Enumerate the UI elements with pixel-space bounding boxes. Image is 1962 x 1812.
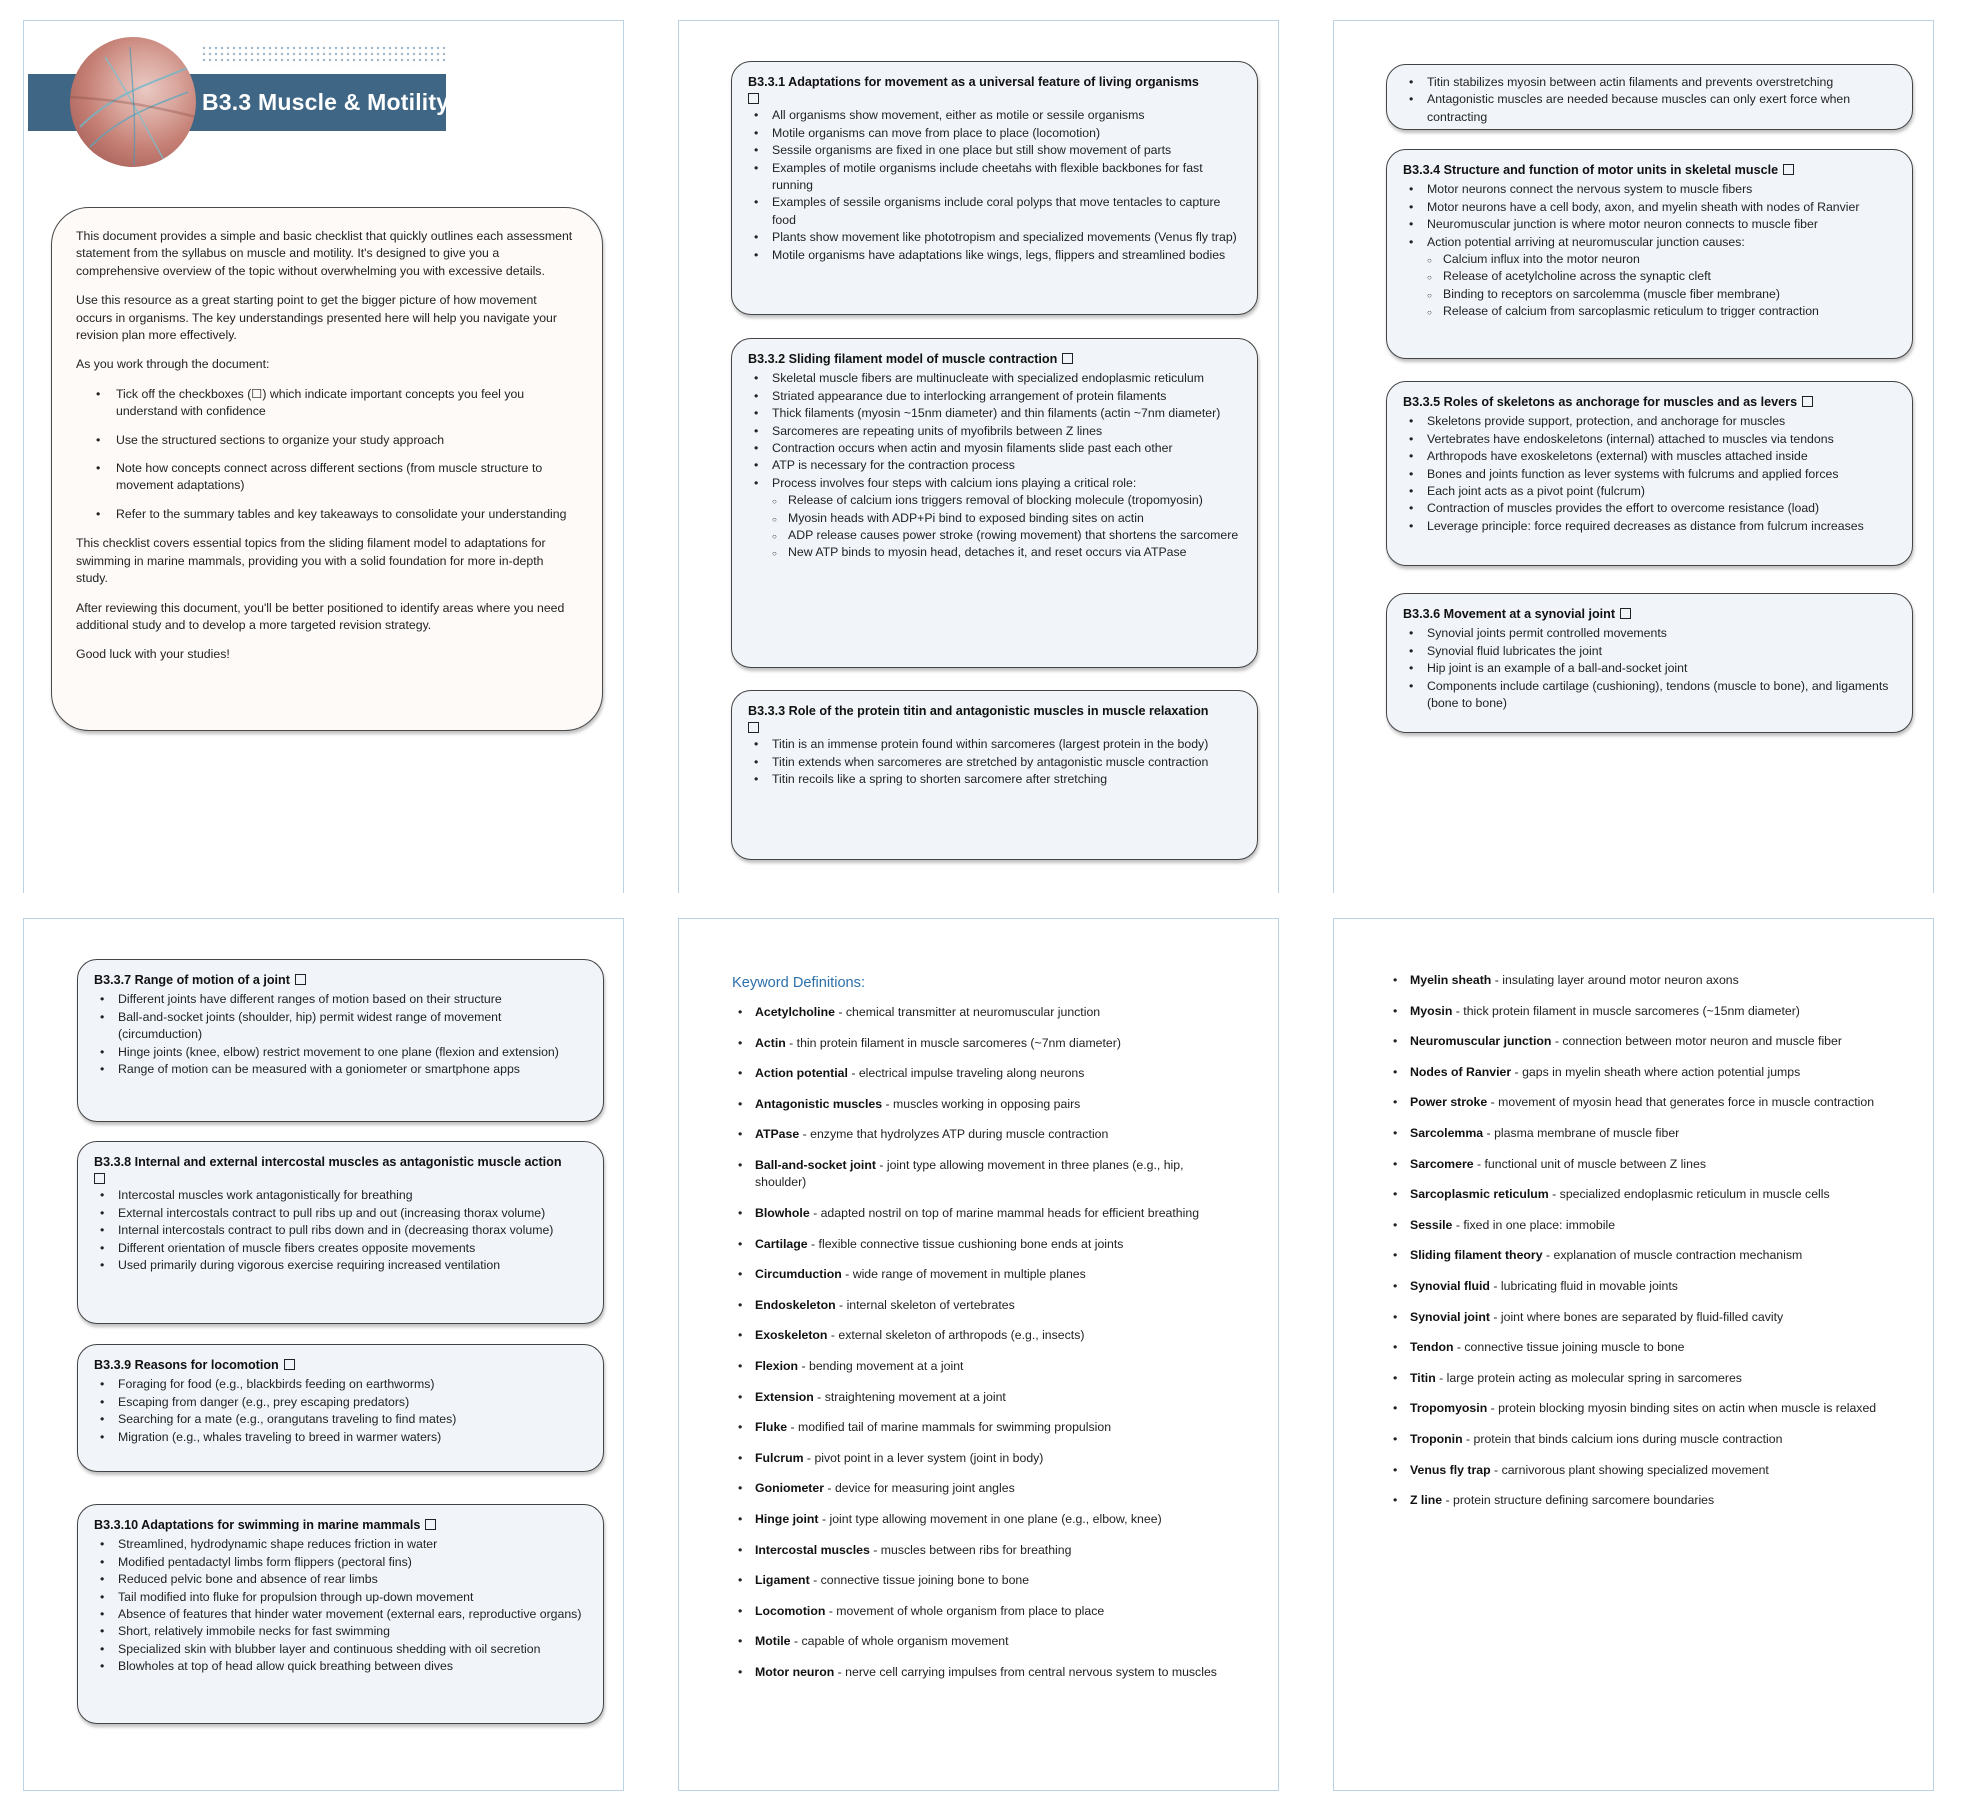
section-sublist <box>764 492 1241 562</box>
sub-list-item: ○ Myosin heads with ADP+Pi bind to exposed binding sites on actin <box>764 510 1241 527</box>
list-item: • Streamlined, hydrodynamic shape reduces friction in water <box>94 1536 587 1553</box>
keyword-list <box>731 1004 1231 1694</box>
keyword-definition: - wide range of movement in multiple planes <box>841 1267 1086 1282</box>
list-item: • Used primarily during vigorous exercise requiring increased ventilation <box>94 1257 587 1274</box>
list-item: • Skeletons provide support, protection, and anchorage for muscles <box>1403 413 1896 430</box>
list-item: • Contraction of muscles provides the effort to overcome resistance (load) <box>1403 500 1896 517</box>
page-2 <box>678 20 1279 893</box>
checkbox[interactable] <box>748 93 759 104</box>
list-item: • Skeletal muscle fibers are multinucleate with specialized endoplasmic reticulum <box>748 370 1241 387</box>
keyword-definition: - carnivorous plant showing specialized movement <box>1490 1462 1769 1477</box>
list-item: • External intercostals contract to pull ribs up and out (increasing thorax volume) <box>94 1205 587 1222</box>
intro-paragraph: This checklist covers essential topics from the sliding filament model to adaptations for swimming in marine mammals, providing you with a solid foundation for more in-depth study. <box>76 536 546 586</box>
keyword-definition: - flexible connective tissue cushioning bone ends at joints <box>807 1236 1124 1251</box>
sub-list-item: ○ Release of acetylcholine across the synaptic cleft <box>1419 268 1896 285</box>
keyword-definitions-heading: Keyword Definitions: <box>732 975 866 991</box>
section-card-b333-continued <box>1386 64 1913 130</box>
list-item: • Bones and joints function as lever systems with fulcrums and applied forces <box>1403 466 1896 483</box>
section-card-b337 <box>77 959 604 1122</box>
keyword-definition: - thin protein filament in muscle sarcomeres (~7nm diameter) <box>785 1035 1121 1050</box>
list-item: • Vertebrates have endoskeletons (internal) attached to muscles via tendons <box>1403 431 1896 448</box>
section-card-b338 <box>77 1141 604 1324</box>
keyword-item <box>731 1205 1231 1222</box>
section-title: B3.3.6 Movement at a synovial joint <box>1403 606 1896 623</box>
keyword-term: Synovial fluid <box>1410 1278 1490 1293</box>
keyword-definition: - muscles working in opposing pairs <box>882 1096 1081 1111</box>
keyword-item <box>1386 1462 1886 1479</box>
list-item: • Leverage principle: force required decreases as distance from fulcrum increases <box>1403 518 1896 535</box>
list-item: • Arthropods have exoskeletons (external) with muscles attached inside <box>1403 448 1896 465</box>
list-item: • Intercostal muscles work antagonistically for breathing <box>94 1187 587 1204</box>
keyword-item <box>1386 1003 1886 1020</box>
keyword-term: Blowhole <box>755 1205 810 1220</box>
keyword-item <box>731 1065 1231 1082</box>
keyword-item <box>1386 1247 1886 1264</box>
list-item: • Sessile organisms are fixed in one place but still show movement of parts <box>748 142 1241 159</box>
keyword-item <box>731 1096 1231 1113</box>
list-item: • Synovial joints permit controlled movements <box>1403 625 1896 642</box>
list-item: • Different joints have different ranges of motion based on their structure <box>94 991 587 1008</box>
keyword-definition: - large protein acting as molecular spring in sarcomeres <box>1435 1370 1742 1385</box>
intro-paragraph: This document provides a simple and basic checklist that quickly outlines each assessment statement from the syllabus on muscle and motility. It's designed to give you a comprehensive overview of the topic without overwhelming you with excessive details. <box>76 229 573 278</box>
keyword-term: Antagonistic muscles <box>755 1096 883 1111</box>
list-item: • Escaping from danger (e.g., prey escaping predators) <box>94 1394 587 1411</box>
section-card-b334 <box>1386 149 1913 359</box>
section-card-b333 <box>731 690 1258 860</box>
keyword-item <box>1386 1186 1886 1203</box>
section-list <box>94 1536 587 1675</box>
keyword-definition: - gaps in myelin sheath where action potential jumps <box>1511 1064 1801 1079</box>
list-item: • Motor neurons connect the nervous system to muscle fibers <box>1403 181 1896 198</box>
section-list <box>748 736 1241 788</box>
list-item: • Foraging for food (e.g., blackbirds feeding on earthworms) <box>94 1376 587 1393</box>
keyword-definition: - connection between motor neuron and muscle fiber <box>1551 1034 1842 1049</box>
sub-list-item: ○ Release of calcium from sarcoplasmic reticulum to trigger contraction <box>1419 303 1896 320</box>
keyword-item <box>731 1419 1231 1436</box>
list-item: • Motile organisms can move from place to place (locomotion) <box>748 125 1241 142</box>
keyword-definition: - joint where bones are separated by fluid-filled cavity <box>1489 1309 1784 1324</box>
keyword-term: Motile <box>755 1634 791 1649</box>
keyword-term: Venus fly trap <box>1410 1462 1491 1477</box>
keyword-definition: - enzyme that hydrolyzes ATP during muscle contraction <box>799 1127 1109 1142</box>
list-item: • Internal intercostals contract to pull ribs down and in (decreasing thorax volume) <box>94 1222 587 1239</box>
keyword-item <box>1386 1217 1886 1234</box>
list-item: • Range of motion can be measured with a goniometer or smartphone apps <box>94 1061 587 1078</box>
intro-bullet: • Tick off the checkboxes (☐) which indicate important concepts you feel you understand with confidence <box>96 386 576 421</box>
checkbox[interactable] <box>425 1519 436 1530</box>
section-list <box>94 991 587 1078</box>
keyword-definition: - modified tail of marine mammals for swimming propulsion <box>787 1420 1112 1435</box>
section-card-b3310 <box>77 1504 604 1724</box>
section-list <box>1403 181 1896 251</box>
section-title: B3.3.5 Roles of skeletons as anchorage for muscles and as levers <box>1403 394 1896 411</box>
list-item: • Modified pentadactyl limbs form flippers (pectoral fins) <box>94 1554 587 1571</box>
checkbox[interactable] <box>1783 164 1794 175</box>
list-item: • Contraction occurs when actin and myosin filaments slide past each other <box>748 440 1241 457</box>
checkbox[interactable] <box>94 1173 105 1184</box>
keyword-item <box>731 1542 1231 1559</box>
keyword-term: Myelin sheath <box>1410 973 1492 987</box>
keyword-term: Synovial joint <box>1410 1309 1490 1324</box>
keyword-item <box>1386 1064 1886 1081</box>
keyword-item <box>1386 972 1886 989</box>
keyword-term: Exoskeleton <box>755 1328 828 1343</box>
list-item: • Blowholes at top of head allow quick breathing between dives <box>94 1658 587 1675</box>
sub-list-item: ○ Binding to receptors on sarcolemma (muscle fiber membrane) <box>1419 286 1896 303</box>
keyword-item <box>1386 1033 1886 1050</box>
section-sublist <box>1419 251 1896 321</box>
section-title: B3.3.8 Internal and external intercostal muscles as antagonistic muscle action <box>94 1154 587 1184</box>
keyword-definition: - capable of whole organism movement <box>790 1634 1009 1649</box>
keyword-term: Ligament <box>755 1573 810 1588</box>
keyword-item <box>731 1480 1231 1497</box>
list-item: • ATP is necessary for the contraction process <box>748 457 1241 474</box>
keyword-item <box>731 1035 1231 1052</box>
keyword-term: Endoskeleton <box>755 1297 836 1312</box>
page-6 <box>1333 918 1934 1791</box>
list-item: • All organisms show movement, either as motile or sessile organisms <box>748 107 1241 124</box>
keyword-term: Ball-and-socket joint <box>755 1157 876 1172</box>
keyword-definition: - chemical transmitter at neuromuscular junction <box>834 1005 1101 1019</box>
keyword-term: Myosin <box>1410 1003 1453 1018</box>
list-item: • Titin recoils like a spring to shorten sarcomere after stretching <box>748 771 1241 788</box>
section-title: B3.3.10 Adaptations for swimming in marine mammals <box>94 1517 587 1534</box>
section-title: B3.3.3 Role of the protein titin and antagonistic muscles in muscle relaxation <box>748 703 1241 733</box>
list-item: • Different orientation of muscle fibers creates opposite movements <box>94 1240 587 1257</box>
keyword-definition: - plasma membrane of muscle fiber <box>1483 1125 1680 1140</box>
keyword-term: Circumduction <box>755 1267 842 1282</box>
sub-list-item: ○ Release of calcium ions triggers removal of blocking molecule (tropomyosin) <box>764 492 1241 509</box>
list-item: • Action potential arriving at neuromuscular junction causes: <box>1403 234 1896 251</box>
keyword-definition: - protein blocking myosin binding sites on actin when muscle is relaxed <box>1487 1401 1877 1416</box>
list-item: • Hinge joints (knee, elbow) restrict movement to one plane (flexion and extension) <box>94 1044 587 1061</box>
list-item: • Motile organisms have adaptations like wings, legs, flippers and streamlined bodies <box>748 247 1241 264</box>
list-item: • Plants show movement like phototropism and specialized movements (Venus fly trap) <box>748 229 1241 246</box>
keyword-term: Sarcomere <box>1410 1156 1474 1171</box>
keyword-definition: - bending movement at a joint <box>798 1358 964 1373</box>
keyword-definition: - functional unit of muscle between Z lines <box>1473 1156 1706 1171</box>
keyword-item <box>731 1236 1231 1253</box>
list-item: • Specialized skin with blubber layer and continuous shedding with oil secretion <box>94 1641 587 1658</box>
keyword-item <box>731 1358 1231 1375</box>
list-item: • Titin extends when sarcomeres are stretched by antagonistic muscle contraction <box>748 754 1241 771</box>
page-3 <box>1333 20 1934 893</box>
keyword-definition: - fixed in one place: immobile <box>1452 1217 1616 1232</box>
list-item: • Neuromuscular junction is where motor neuron connects to muscle fiber <box>1403 216 1896 233</box>
document-title: B3.3 Muscle & Motility <box>202 89 450 115</box>
list-item: • Thick filaments (myosin ~15nm diameter) and thin filaments (actin ~7nm diameter) <box>748 405 1241 422</box>
keyword-definition: - joint type allowing movement in one plane (e.g., elbow, knee) <box>818 1511 1162 1526</box>
keyword-item <box>1386 1278 1886 1295</box>
list-item: • Components include cartilage (cushioning), tendons (muscle to bone), and ligaments (bone to bone) <box>1403 678 1896 713</box>
checkbox[interactable] <box>284 1359 295 1370</box>
list-item: • Absence of features that hinder water movement (external ears, reproductive organs) <box>94 1606 587 1623</box>
page-4 <box>23 918 624 1791</box>
keyword-definition: - movement of myosin head that generates force in muscle contraction <box>1487 1095 1875 1110</box>
keyword-term: Sarcoplasmic reticulum <box>1410 1187 1549 1202</box>
keyword-definition: - muscles between ribs for breathing <box>869 1542 1072 1557</box>
keyword-item <box>731 1004 1231 1021</box>
keyword-definition: - protein structure defining sarcomere boundaries <box>1442 1493 1715 1508</box>
keyword-term: Hinge joint <box>755 1511 819 1526</box>
intro-bullet-list <box>96 386 576 523</box>
keyword-definition: - insulating layer around motor neuron axons <box>1491 973 1739 987</box>
intro-card <box>51 207 603 731</box>
keyword-definition: - lubricating fluid in movable joints <box>1489 1278 1678 1293</box>
keyword-definition: - nerve cell carrying impulses from central nervous system to muscles <box>834 1664 1217 1679</box>
section-card-b331 <box>731 61 1258 315</box>
list-item: • Examples of sessile organisms include coral polyps that move tentacles to capture food <box>748 194 1241 229</box>
section-title: B3.3.1 Adaptations for movement as a universal feature of living organisms <box>748 74 1241 104</box>
list-item: • Each joint acts as a pivot point (fulcrum) <box>1403 483 1896 500</box>
keyword-term: Sarcolemma <box>1410 1125 1484 1140</box>
keyword-definition: - pivot point in a lever system (joint in body) <box>803 1450 1044 1465</box>
keyword-definition: - protein that binds calcium ions during muscle contraction <box>1462 1431 1783 1446</box>
list-item: • Striated appearance due to interlocking arrangement of protein filaments <box>748 388 1241 405</box>
keyword-definition: - movement of whole organism from place to place <box>825 1603 1105 1618</box>
sub-list-item: ○ New ATP binds to myosin head, detaches it, and reset occurs via ATPase <box>764 544 1241 561</box>
section-list <box>1403 625 1896 712</box>
keyword-definition: - connective tissue joining bone to bone <box>809 1573 1030 1588</box>
section-list <box>1403 413 1896 535</box>
section-title: B3.3.4 Structure and function of motor units in skeletal muscle <box>1403 162 1896 179</box>
list-item: • Synovial fluid lubricates the joint <box>1403 643 1896 660</box>
checkbox[interactable] <box>1062 353 1073 364</box>
list-item: • Titin stabilizes myosin between actin filaments and prevents overstretching <box>1403 74 1896 91</box>
keyword-term: Actin <box>755 1035 786 1050</box>
intro-bullet: • Use the structured sections to organize your study approach <box>96 432 576 449</box>
keyword-definition: - external skeleton of arthropods (e.g., insects) <box>827 1328 1085 1343</box>
section-title: B3.3.7 Range of motion of a joint <box>94 972 587 989</box>
keyword-item <box>731 1126 1231 1143</box>
header-dot-pattern <box>201 45 445 65</box>
section-card-b339 <box>77 1344 604 1472</box>
keyword-term: Tropomyosin <box>1410 1401 1488 1416</box>
keyword-definition: - device for measuring joint angles <box>824 1481 1015 1496</box>
keyword-list <box>1386 972 1886 1523</box>
list-item: • Titin is an immense protein found within sarcomeres (largest protein in the body) <box>748 736 1241 753</box>
keyword-item <box>731 1327 1231 1344</box>
keyword-term: Tendon <box>1410 1340 1454 1355</box>
list-item: • Migration (e.g., whales traveling to breed in warmer waters) <box>94 1429 587 1446</box>
keyword-item <box>1386 1370 1886 1387</box>
section-card-b332 <box>731 338 1258 668</box>
checkbox[interactable] <box>748 722 759 733</box>
section-title: B3.3.2 Sliding filament model of muscle contraction <box>748 351 1241 368</box>
keyword-term: Sliding filament theory <box>1410 1248 1543 1263</box>
keyword-item <box>731 1603 1231 1620</box>
keyword-term: Sessile <box>1410 1217 1453 1232</box>
keyword-item <box>1386 1400 1886 1417</box>
keyword-term: Fulcrum <box>755 1450 804 1465</box>
keyword-term: Locomotion <box>755 1603 826 1618</box>
section-card-b336 <box>1386 593 1913 733</box>
keyword-term: Acetylcholine <box>755 1005 835 1019</box>
sub-list-item: ○ ADP release causes power stroke (rowing movement) that shortens the sarcomere <box>764 527 1241 544</box>
list-item: • Hip joint is an example of a ball-and-socket joint <box>1403 660 1896 677</box>
keyword-term: Action potential <box>755 1066 848 1081</box>
keyword-definition: - joint type allowing movement in three planes (e.g., hip, shoulder) <box>755 1157 1184 1190</box>
keyword-term: Neuromuscular junction <box>1410 1034 1552 1049</box>
keyword-definition: - straightening movement at a joint <box>813 1389 1006 1404</box>
keyword-item <box>1386 1339 1886 1356</box>
keyword-definition: - internal skeleton of vertebrates <box>835 1297 1015 1312</box>
list-item: • Ball-and-socket joints (shoulder, hip) permit widest range of movement (circumduction) <box>94 1009 587 1044</box>
keyword-item <box>1386 1431 1886 1448</box>
keyword-definition: - electrical impulse traveling along neurons <box>847 1066 1085 1081</box>
section-card-b335 <box>1386 381 1913 566</box>
checkbox[interactable] <box>1802 396 1813 407</box>
keyword-term: Goniometer <box>755 1481 825 1496</box>
keyword-term: Fluke <box>755 1420 788 1435</box>
section-list <box>94 1376 587 1446</box>
list-item: • Searching for a mate (e.g., orangutans traveling to find mates) <box>94 1411 587 1428</box>
intro-paragraph: As you work through the document: <box>76 357 270 372</box>
list-item: • Tail modified into fluke for propulsion through up-down movement <box>94 1589 587 1606</box>
checkbox[interactable] <box>295 974 306 985</box>
list-item: • Examples of motile organisms include cheetahs with flexible backbones for fast running <box>748 160 1241 195</box>
keyword-definition: - specialized endoplasmic reticulum in muscle cells <box>1548 1187 1830 1202</box>
keyword-item <box>731 1511 1231 1528</box>
sub-list-item: ○ Calcium influx into the motor neuron <box>1419 251 1896 268</box>
keyword-item <box>731 1157 1231 1192</box>
keyword-definition: - thick protein filament in muscle sarcomeres (~15nm diameter) <box>1452 1003 1800 1018</box>
keyword-item <box>1386 1309 1886 1326</box>
intro-paragraph: After reviewing this document, you'll be better positioned to identify areas where you need additional study and to develop a more targeted revision strategy. <box>76 600 565 632</box>
keyword-term: Power stroke <box>1410 1095 1488 1110</box>
list-item: • Sarcomeres are repeating units of myofibrils between Z lines <box>748 423 1241 440</box>
intro-paragraph: Use this resource as a great starting point to get the bigger picture of how movement occurs in organisms. The key understandings presented here will help you navigate your revision plan more effectively. <box>76 293 557 343</box>
keyword-term: Motor neuron <box>755 1664 835 1679</box>
intro-bullet: • Note how concepts connect across different sections (from muscle structure to movement adaptations) <box>96 460 576 495</box>
keyword-term: Intercostal muscles <box>755 1542 870 1557</box>
section-title: B3.3.9 Reasons for locomotion <box>94 1357 587 1374</box>
keyword-term: Nodes of Ranvier <box>1410 1064 1512 1079</box>
keyword-term: ATPase <box>755 1127 800 1142</box>
keyword-item <box>731 1572 1231 1589</box>
keyword-item <box>1386 1094 1886 1111</box>
keyword-item <box>731 1664 1231 1681</box>
keyword-term: Z line <box>1410 1493 1443 1508</box>
keyword-definition: - explanation of muscle contraction mechanism <box>1542 1248 1803 1263</box>
keyword-item <box>1386 1492 1886 1509</box>
page-5 <box>678 918 1279 1791</box>
keyword-definition: - adapted nostril on top of marine mammal heads for efficient breathing <box>809 1205 1200 1220</box>
keyword-item <box>1386 1156 1886 1173</box>
list-item: • Motor neurons have a cell body, axon, and myelin sheath with nodes of Ranvier <box>1403 199 1896 216</box>
checkbox[interactable] <box>1620 608 1631 619</box>
keyword-term: Flexion <box>755 1358 799 1373</box>
keyword-term: Troponin <box>1410 1431 1463 1446</box>
list-item: • Short, relatively immobile necks for fast swimming <box>94 1623 587 1640</box>
keyword-term: Titin <box>1410 1370 1436 1385</box>
keyword-term: Cartilage <box>755 1236 808 1251</box>
page-1 <box>23 20 624 893</box>
keyword-term: Extension <box>755 1389 814 1404</box>
intro-paragraph: Good luck with your studies! <box>76 647 230 662</box>
list-item: • Process involves four steps with calcium ions playing a critical role: <box>748 475 1241 492</box>
section-list <box>94 1187 587 1274</box>
muscle-anatomy-image <box>70 37 196 167</box>
section-list <box>1403 74 1896 126</box>
section-list <box>748 370 1241 492</box>
keyword-definition: - connective tissue joining muscle to bone <box>1453 1340 1685 1355</box>
keyword-item <box>731 1389 1231 1406</box>
intro-bullet: • Refer to the summary tables and key takeaways to consolidate your understanding <box>96 506 576 523</box>
keyword-item <box>731 1297 1231 1314</box>
list-item: • Antagonistic muscles are needed because muscles can only exert force when contracting <box>1403 91 1896 126</box>
keyword-item <box>1386 1125 1886 1142</box>
keyword-item <box>731 1266 1231 1283</box>
keyword-item <box>731 1633 1231 1650</box>
section-list <box>748 107 1241 264</box>
keyword-item <box>731 1450 1231 1467</box>
list-item: • Reduced pelvic bone and absence of rear limbs <box>94 1571 587 1588</box>
